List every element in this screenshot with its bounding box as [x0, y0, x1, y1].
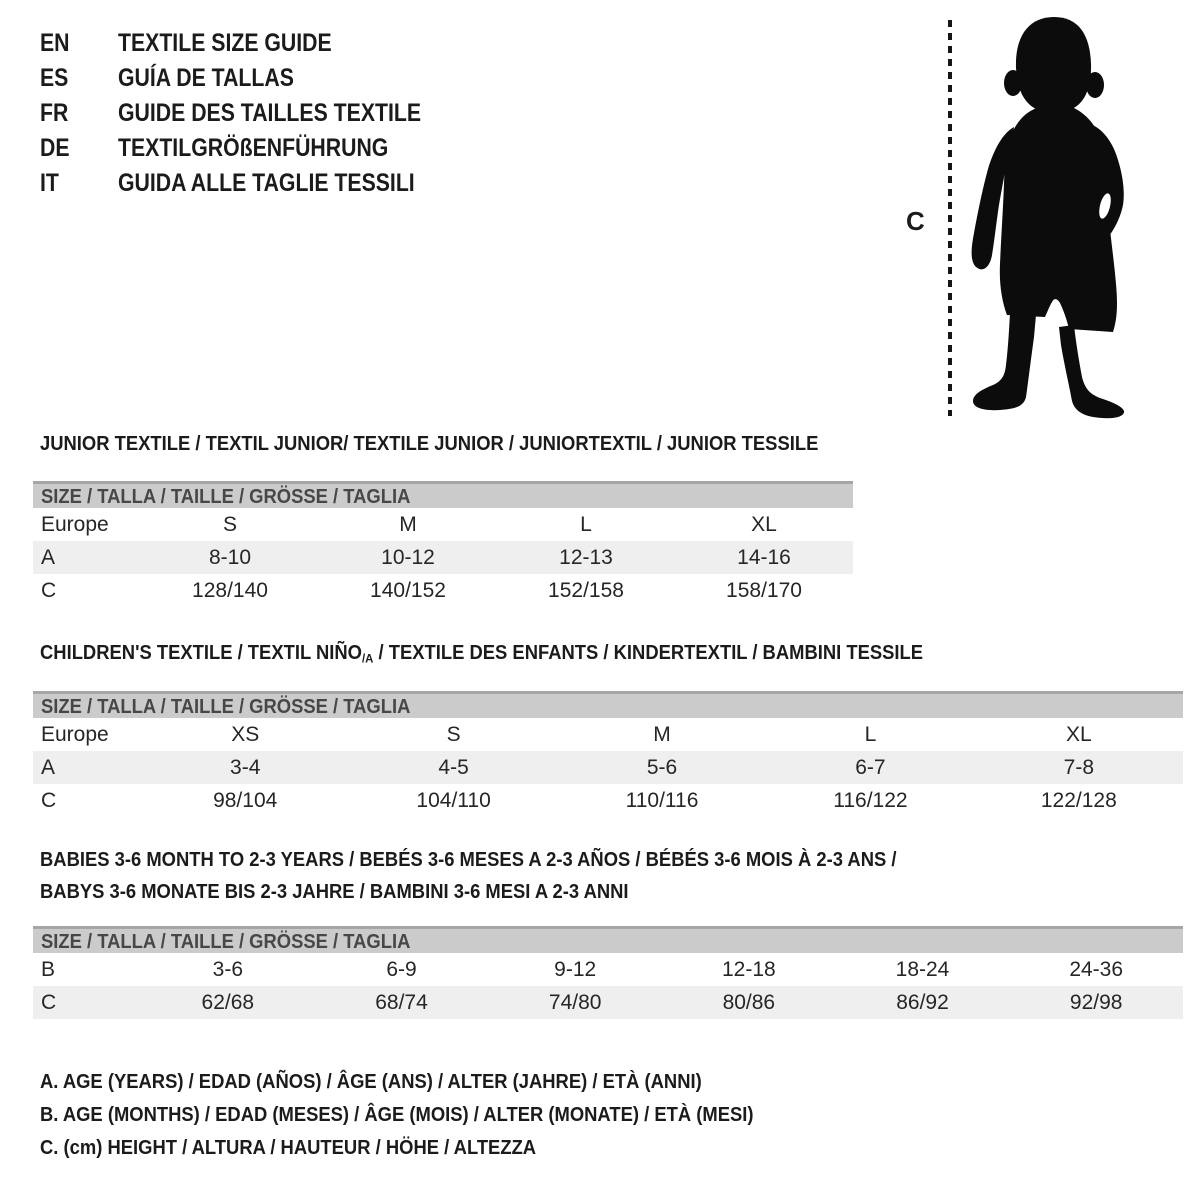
height-cell: 86/92: [896, 991, 949, 1014]
legend-line-c: [40, 1132, 816, 1165]
legend-line-a: [40, 1066, 816, 1099]
junior-section-title: [40, 433, 886, 456]
children-title-pre: CHILDREN'S TEXTILE / TEXTIL NIÑO: [40, 642, 362, 664]
height-cell: 62/68: [201, 991, 255, 1014]
row-label: Europe: [41, 513, 109, 536]
size-cell: M: [653, 723, 671, 746]
height-cell: 98/104: [213, 789, 278, 812]
language-row-en: [40, 26, 475, 61]
legend-line-c-text: C. (cm) HEIGHT / ALTURA / HAUTEUR / HÖHE / ALTEZZA: [40, 1137, 537, 1159]
table-row: [33, 508, 853, 541]
age-cell: 3-6: [212, 958, 244, 981]
language-code: [40, 134, 118, 163]
row-label: C: [41, 789, 57, 812]
size-cell: XL: [751, 513, 777, 536]
row-label: Europe: [41, 723, 109, 746]
height-cell: 122/128: [1040, 789, 1117, 812]
height-cell: 92/98: [1069, 991, 1123, 1014]
language-code-text: FR: [40, 99, 69, 127]
table-row: [33, 784, 1183, 817]
language-code-text: ES: [40, 64, 69, 92]
age-cell: 6-7: [855, 756, 886, 779]
age-cell: 12-18: [721, 958, 776, 981]
language-list: [40, 26, 475, 201]
language-label: [118, 29, 369, 58]
age-cell: 4-5: [438, 756, 469, 779]
height-cell: 116/122: [833, 789, 908, 812]
size-cell: S: [222, 513, 237, 536]
junior-size-table: [33, 481, 853, 607]
language-label: [118, 134, 436, 163]
language-code-text: EN: [40, 29, 70, 57]
age-cell: 5-6: [646, 756, 678, 779]
size-cell: XS: [231, 723, 260, 746]
language-row-de: [40, 131, 475, 166]
row-label: B: [41, 958, 56, 981]
age-cell: 24-36: [1069, 958, 1124, 981]
age-cell: 9-12: [554, 958, 597, 981]
height-measure-dashed-line: [948, 20, 952, 416]
age-cell: 12-13: [559, 546, 613, 569]
language-label-text: TEXTILGRÖßENFÜHRUNG: [118, 134, 389, 162]
babies-size-table: [33, 926, 1183, 1019]
height-cell: 104/110: [416, 789, 491, 812]
children-size-header-bar: [33, 691, 1183, 718]
language-code-text: DE: [40, 134, 70, 162]
toddler-silhouette-icon: [962, 12, 1150, 420]
table-row: [33, 953, 1183, 986]
height-cell: 128/140: [192, 579, 268, 602]
junior-size-header-bar: [33, 481, 853, 508]
age-cell: 10-12: [381, 546, 435, 569]
babies-section-title-line1: [40, 849, 971, 872]
babies-section-title-line2: [40, 881, 680, 904]
language-label: [118, 99, 475, 128]
language-code: [40, 99, 118, 128]
age-cell: 18-24: [895, 958, 950, 981]
language-row-fr: [40, 96, 475, 131]
children-section-title-text: [40, 642, 923, 666]
babies-section-title-line1-text: BABIES 3-6 MONTH TO 2-3 YEARS / BEBÉS 3-6 MESES A 2-3 AÑOS / BÉBÉS 3-6 MOIS À 2-3 ANS /: [40, 849, 897, 871]
language-label-text: GUÍA DE TALLAS: [118, 64, 294, 92]
age-cell: 8-10: [208, 546, 252, 569]
table-row: [33, 986, 1183, 1019]
children-title-post: / TEXTILE DES ENFANTS / KINDERTEXTIL / BAMBINI TESSILE: [373, 642, 924, 664]
height-cell: 158/170: [726, 579, 802, 602]
age-cell: 3-4: [230, 756, 261, 779]
babies-size-header-bar: [33, 926, 1183, 953]
size-cell: XL: [1065, 723, 1092, 746]
language-label: [118, 64, 325, 93]
legend-line-b: [40, 1099, 816, 1132]
language-label-text: GUIDA ALLE TAGLIE TESSILI: [118, 169, 415, 197]
size-header-text: SIZE / TALLA / TAILLE / GRÖSSE / TAGLIA: [41, 931, 411, 953]
language-code: [40, 169, 118, 198]
row-label: C: [41, 991, 57, 1014]
row-label: C: [41, 579, 57, 602]
language-row-it: [40, 166, 475, 201]
height-cell: 80/86: [722, 991, 776, 1014]
height-cell: 68/74: [375, 991, 428, 1014]
language-label-text: TEXTILE SIZE GUIDE: [118, 29, 332, 57]
height-cell: 140/152: [370, 579, 446, 602]
size-cell: S: [446, 723, 461, 746]
junior-section-title-text: JUNIOR TEXTILE / TEXTIL JUNIOR/ TEXTILE JUNIOR / JUNIORTEXTIL / JUNIOR TESSILE: [40, 433, 819, 455]
height-measure-label: C: [906, 206, 925, 236]
size-header-text: SIZE / TALLA / TAILLE / GRÖSSE / TAGLIA: [41, 486, 411, 508]
language-code: [40, 29, 118, 58]
table-row: [33, 718, 1183, 751]
size-cell: M: [399, 513, 417, 536]
age-cell: 14-16: [737, 546, 791, 569]
size-cell: L: [580, 513, 592, 536]
children-size-table: [33, 691, 1183, 817]
row-label: A: [41, 756, 56, 779]
legend-line-b-text: B. AGE (MONTHS) / EDAD (MESES) / ÂGE (MOIS) / ALTER (MONATE) / ETÀ (MESI): [40, 1104, 754, 1126]
height-cell: 110/116: [625, 789, 699, 812]
measurement-legend: [40, 1066, 816, 1165]
age-cell: 6-9: [386, 958, 417, 981]
babies-section-title-line2-text: BABYS 3-6 MONATE BIS 2-3 JAHRE / BAMBINI 3-6 MESI A 2-3 ANNI: [40, 881, 629, 903]
row-label: A: [41, 546, 56, 569]
language-code-text: IT: [40, 169, 59, 197]
height-cell: 152/158: [548, 579, 624, 602]
children-section-title: [40, 642, 1000, 666]
height-cell: 74/80: [548, 991, 602, 1014]
children-title-sub: /A: [361, 651, 374, 666]
legend-line-a-text: A. AGE (YEARS) / EDAD (AÑOS) / ÂGE (ANS) / ALTER (JAHRE) / ETÀ (ANNI): [40, 1071, 702, 1093]
language-label: [118, 169, 467, 198]
language-row-es: [40, 61, 475, 96]
size-cell: L: [864, 723, 877, 746]
language-label-text: GUIDE DES TAILLES TEXTILE: [118, 99, 422, 127]
language-code: [40, 64, 118, 93]
table-row: [33, 751, 1183, 784]
table-row: [33, 574, 853, 607]
age-cell: 7-8: [1063, 756, 1094, 779]
size-header-text: SIZE / TALLA / TAILLE / GRÖSSE / TAGLIA: [41, 696, 411, 718]
table-row: [33, 541, 853, 574]
